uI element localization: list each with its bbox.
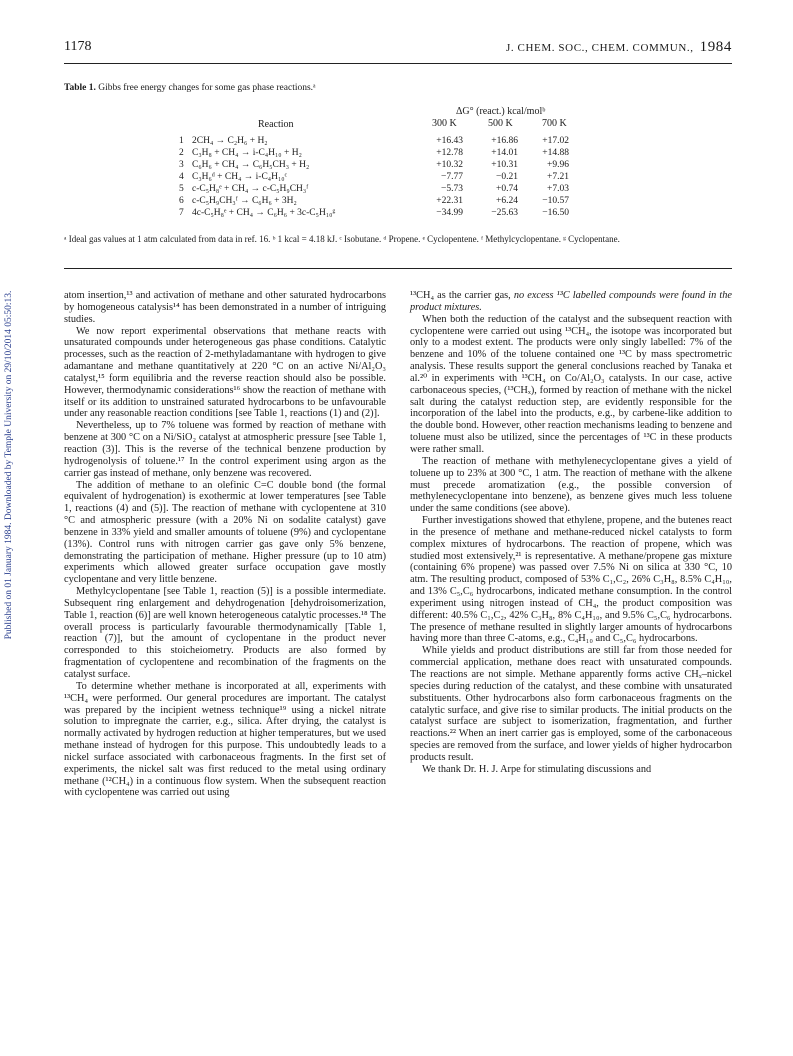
reaction-number: 2 bbox=[179, 148, 184, 158]
dg-500k: −0.21 bbox=[496, 172, 518, 182]
page-number: 1178 bbox=[64, 39, 92, 54]
dg-500k: −25.63 bbox=[491, 208, 518, 218]
dg-500k: +10.31 bbox=[491, 160, 518, 170]
dg-500k: +6.24 bbox=[496, 196, 518, 206]
reaction-equation: C₆H₆ + CH₄ → C₆H₅CH₃ + H₂ bbox=[192, 160, 310, 170]
dg-500k: +0.74 bbox=[496, 184, 518, 194]
table-temp-500: 500 K bbox=[488, 118, 513, 129]
dg-300k: −7.77 bbox=[441, 172, 463, 182]
table-row bbox=[0, 172, 793, 184]
dg-500k: +14.01 bbox=[491, 148, 518, 158]
journal-title bbox=[506, 39, 732, 56]
table-row bbox=[0, 148, 793, 160]
dg-700k: +17.02 bbox=[542, 136, 569, 146]
reaction-equation: c-C₅H₈ᵉ + CH₄ → c-C₅H₉CH₃ᶠ bbox=[192, 184, 309, 194]
header-rule bbox=[64, 63, 732, 64]
reaction-equation: c-C₅H₉CH₃ᶠ → C₆H₆ + 3H₂ bbox=[192, 196, 297, 206]
page-header bbox=[64, 39, 732, 59]
paragraph: The reaction of methane with methylenecyclopentane gives a yield of toluene up to 23% at 300 °C, 1 atm. The reaction of methane with the alkene must precede aromatization (e.g., the possible conversion of methylenecyclopentane into benzene), as benzene gives much less toluene under the same conditions (see above). bbox=[410, 455, 732, 515]
left-column bbox=[64, 290, 386, 799]
paragraph-text: ¹³CH₄ as the carrier gas, bbox=[410, 290, 514, 301]
table-bottom-rule bbox=[64, 268, 732, 269]
dg-300k: −5.73 bbox=[441, 184, 463, 194]
dg-700k: −10.57 bbox=[542, 196, 569, 206]
dg-300k: +22.31 bbox=[436, 196, 463, 206]
paragraph: The addition of methane to an olefinic C=C double bond (the formal equivalent of hydrogenation) is exothermic at lower temperatures [see Table 1, reactions (4) and (5)]. The reaction of methane with cyclopentene at 310 °C and atmospheric pressure (with a 20% Ni on sodalite catalyst) gave benzene in 33% yield and smaller amounts of toluene (9%) and cyclopentane (13%). Control runs with nitrogen carrier gas gave only 5% benzene, demonstrating the participation of methane. Higher pressure (up to 10 atm) experiments which allowed greater surface occupation gave mostly cyclopentane and very little benzene. bbox=[64, 479, 386, 586]
reaction-equation: C₃H₈ + CH₄ → i-C₄H₁₀ + H₂ bbox=[192, 148, 302, 158]
dg-300k: +12.78 bbox=[436, 148, 463, 158]
reaction-equation: 2CH₄ → C₂H₆ + H₂ bbox=[192, 136, 268, 146]
paragraph: Methylcyclopentane [see Table 1, reaction (5)] is a possible intermediate. Subsequent ring enlargement and dehydrogenation [dehydroisomerization, Table 1, reaction (6)] are well known heterogeneous catalytic processes.¹⁸ The overall process is particularly favourable thermodynamically [Table 1, reaction (7)], but the amount of cyclopentane in the product never corresponded to this stoicheiometry. Products are also formed by fragmentation of cyclopentene and recombination of the fragments on the catalyst surface. bbox=[64, 586, 386, 680]
paragraph: We now report experimental observations that methane reacts with unsaturated compounds under heterogeneous gas phase conditions. Catalytic processes, such as the reaction of 2-methyladamantane with hydrogen to give adamantane and methane quantitatively at 220 °C on an active Ni/Al₂O₃ catalyst,¹⁵ form equilibria and the reverse reaction should also be possible. However, thermodynamic considerations¹⁶ show the reaction of methane with itself or its addition to unstrained saturated hydrocarbons to be unfavourable under any reasonable reaction conditions [see Table 1, reactions (1) and (2)]. bbox=[64, 325, 386, 420]
paragraph: We thank Dr. H. J. Arpe for stimulating discussions and bbox=[422, 763, 652, 775]
reaction-number: 5 bbox=[179, 184, 184, 194]
download-watermark bbox=[2, 230, 16, 700]
paragraph: To determine whether methane is incorporated at all, experiments with ¹³CH₄ were performed. Our general procedures are important. The catalyst was prepared by the incipient wetness technique¹⁹ using a nickel nitrate solution to impregnate the carrier, e.g., silica. After drying, the catalyst is normally activated by hydrogen reduction at higher temperatures, but we used methane instead of hydrogen for this purpose. This undoubtedly leads to a nickel surface associated with carbonaceous fragments. In the first set of experiments, the nickel salt was first reduced to the metal using ordinary methane (¹²CH₄) in a continuous flow system. When the subsequent reaction with cyclopentene was carried out using bbox=[64, 680, 386, 799]
paragraph: atom insertion,¹³ and activation of methane and other saturated hydrocarbons by homogeneous catalysis¹⁴ has been demonstrated in a number of intriguing studies. bbox=[64, 290, 386, 325]
reaction-number: 6 bbox=[179, 196, 184, 206]
table-row bbox=[0, 160, 793, 172]
table-temp-300: 300 K bbox=[432, 118, 457, 129]
paragraph bbox=[410, 290, 732, 314]
download-watermark-text: Published on 01 January 1984. Downloaded by Temple University on 29/10/2014 05:50:13. bbox=[4, 290, 14, 640]
paragraph: When both the reduction of the catalyst and the subsequent reaction with cyclopentene were carried out using ¹³CH₄, the isotope was incorporated but only to a modest extent. The products were only singly labelled: 7% of the benzene and 10% of the toluene contained one ¹³C by mass spectrometric analysis. These results support the general conclusions reached by Tanaka et al.²⁰ in experiments with ¹³CH₄ on Co/Al₂O₃ catalysts. In our case, active carbonaceous species, (¹³CHₓ), formed by reaction of methane with the nickel salt during the catalyst reduction step, are evidently responsible for the incorporation of the label into the products, e.g., by carbene-like addition to the double bond. However, other reaction mechanisms leading to benzene and toluene must also be utilized, since the percentages of ¹³C in these products were rather small. bbox=[410, 313, 732, 455]
table-row bbox=[0, 208, 793, 220]
reaction-number: 1 bbox=[179, 136, 184, 146]
reaction-number: 3 bbox=[179, 160, 184, 170]
paragraph: Further investigations showed that ethylene, propene, and the butenes react in the presence of methane and methane-reduced nickel catalysts to form complex mixtures of hydrocarbons. The reaction of propene, which was studied most extensively,²¹ is representative. A methane/propene gas mixture (containing 6% propene) was passed over 7.5% Ni on silica at 330 °C, 10 atm. The resulting product, composed of 53% C₁,C₂, 26% C₃H₈, 8.5% C₄H₁₀, and 13% C₅,C₆ hydrocarbons, indicated methane consumption. In the control experiment using nitrogen instead of CH₄, the product composition was different: 40.5% C₁,C₂, 42% C₃H₈, 8% C₄H₁₀, and 9.5% C₅,C₆ hydrocarbons. The presence of methane resulted in slightly larger amounts of hydrocarbons having more than three C-atoms, e.g., C₄H₁₀ and C₅,C₆ hydrocarbons. bbox=[410, 515, 732, 645]
dg-300k: −34.99 bbox=[436, 208, 463, 218]
dg-700k: +9.96 bbox=[547, 160, 569, 170]
table-temp-700: 700 K bbox=[542, 118, 567, 129]
dg-500k: +16.86 bbox=[491, 136, 518, 146]
table-reaction-header: Reaction bbox=[258, 119, 294, 130]
table-caption bbox=[64, 83, 316, 93]
table-group-header: ΔG° (react.) kcal/molᵇ bbox=[456, 106, 546, 117]
table-caption-label: Table 1. bbox=[64, 83, 96, 93]
table-caption-text: Gibbs free energy changes for some gas phase reactions.ᵃ bbox=[98, 83, 316, 93]
table-footnote: ᵃ Ideal gas values at 1 atm calculated from data in ref. 16. ᵇ 1 kcal = 4.18 kJ. ᶜ Isobutane. ᵈ Propene. ᵉ Cyclopentene. ᶠ Methylcyclopentane. ᵍ Cyclopentane. bbox=[64, 234, 620, 244]
paragraph: While yields and product distributions are still far from those needed for commercial application, methane does react with unsaturated compounds. The reactions are not simple. Methane apparently forms active CHₓ–nickel species during reduction of the catalyst, and these combine with unsaturated substituents. Other hydrocarbons also form carbonaceous fragments on the catalytic surface, and give rise to similar products. The initial products on the catalyst surface are subject to isomerization, fragmentation, and further reactions.²² When an inert carrier gas is employed, some of the carbonaceous species are removed from the surface, and lower yields of higher hydrocarbon products result. bbox=[410, 645, 732, 763]
table-row bbox=[0, 196, 793, 208]
journal-name: J. CHEM. SOC., CHEM. COMMUN., bbox=[505, 42, 694, 54]
dg-700k: +7.03 bbox=[547, 184, 569, 194]
right-column bbox=[410, 290, 732, 776]
table-row bbox=[0, 184, 793, 196]
reaction-number: 7 bbox=[179, 208, 184, 218]
reaction-equation: C₃H₆ᵈ + CH₄ → i-C₄H₁₀ᶜ bbox=[192, 172, 288, 182]
dg-700k: +14.88 bbox=[542, 148, 569, 158]
dg-700k: −16.50 bbox=[542, 208, 569, 218]
dg-300k: +16.43 bbox=[436, 136, 463, 146]
reaction-number: 4 bbox=[179, 172, 184, 182]
dg-300k: +10.32 bbox=[436, 160, 463, 170]
table-row bbox=[0, 136, 793, 148]
reaction-equation: 4c-C₅H₈ᵉ + CH₄ → C₆H₆ + 3c-C₅H₁₀ᵍ bbox=[192, 208, 336, 218]
journal-year: 1984 bbox=[699, 39, 732, 55]
dg-700k: +7.21 bbox=[547, 172, 569, 182]
paragraph: Nevertheless, up to 7% toluene was formed by reaction of methane with benzene at 300 °C on a Ni/SiO₂ catalyst at atmospheric pressure [see Table 1, reaction (3)]. This is the reverse of the technical benzene production by hydrogenolysis of toluene.¹⁷ In the control experiment using argon as the carrier gas instead of methane, only benzene was recovered. bbox=[64, 420, 386, 479]
paragraph-emphasis: no excess ¹³C labelled compounds were found in the product mixtures. bbox=[410, 290, 732, 313]
